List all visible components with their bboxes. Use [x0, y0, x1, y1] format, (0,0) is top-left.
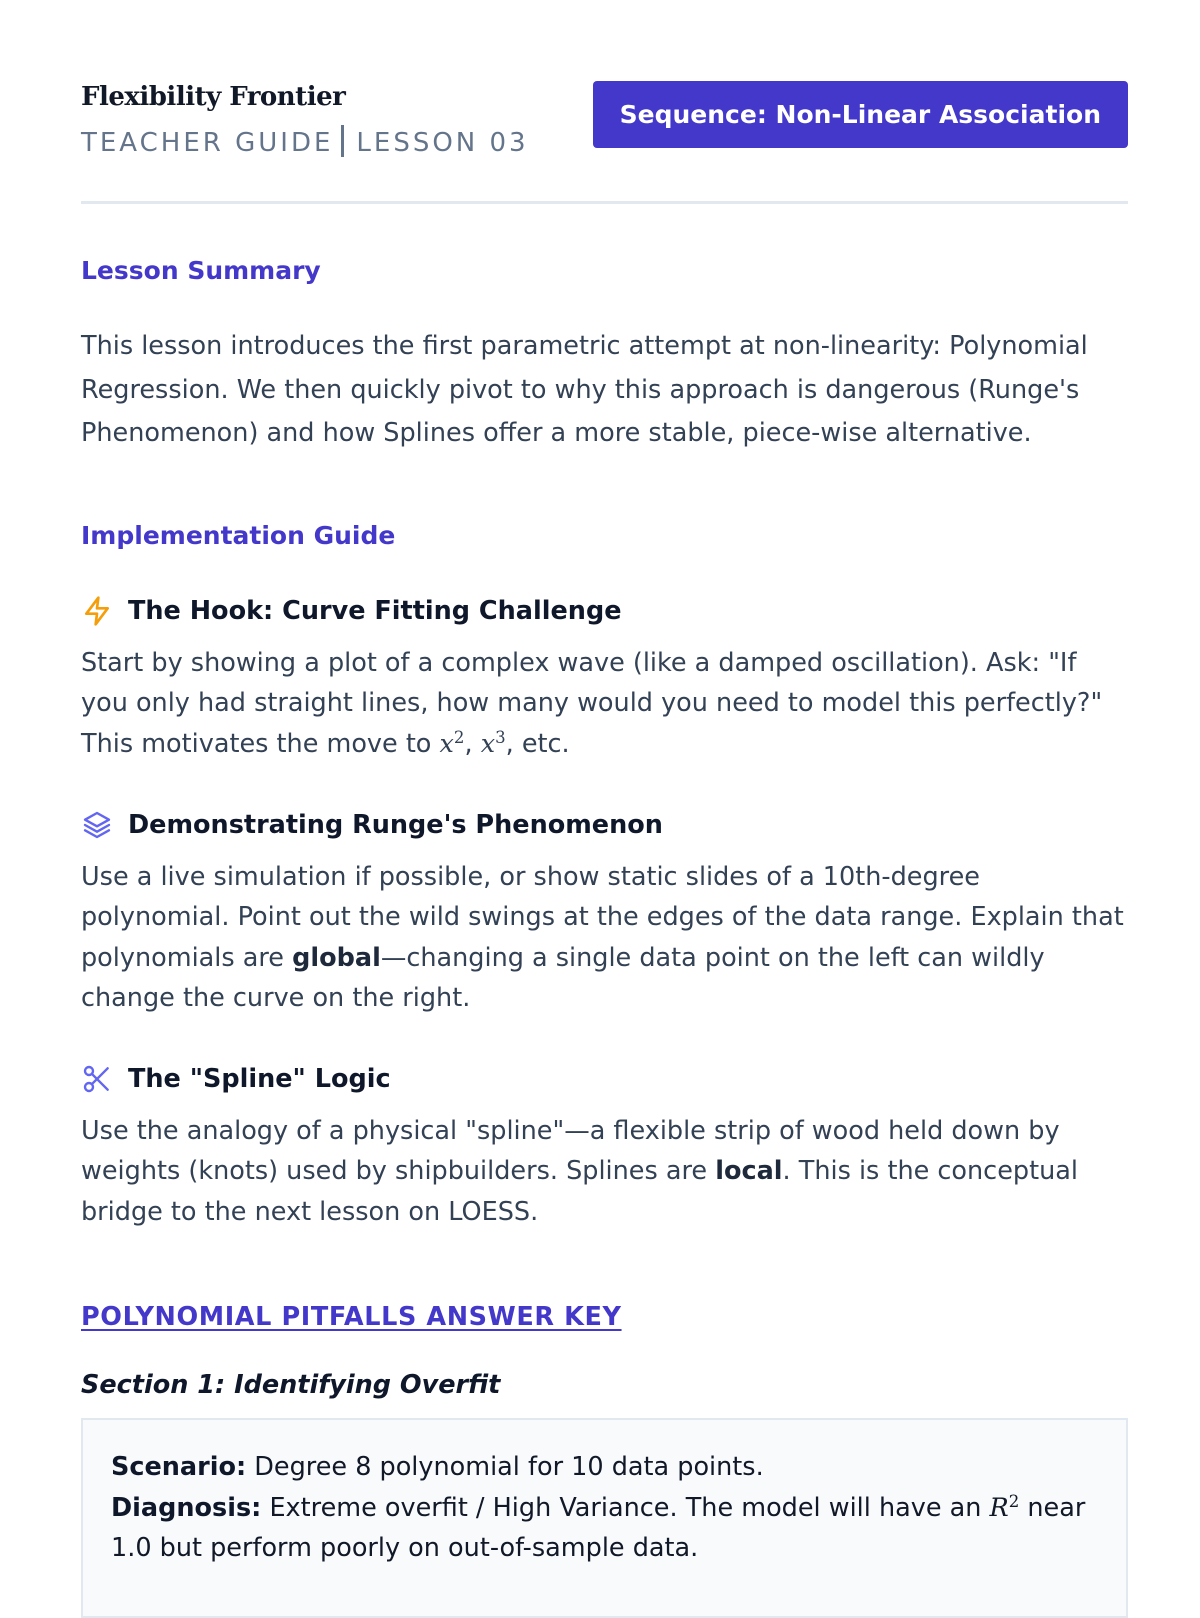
subtitle-lesson-label: LESSON 03	[356, 128, 529, 158]
math-separator: ,	[464, 728, 481, 759]
guide-item-hook-text	[81, 643, 1128, 764]
math-exponent: 3	[495, 727, 506, 747]
layers-icon	[81, 809, 113, 841]
spline-text-after: . This is the conceptual bridge to the next lesson on LOESS.	[81, 1156, 1078, 1227]
spline-bold-term: local	[715, 1156, 783, 1187]
subtitle-divider	[341, 125, 344, 157]
guide-item-spline-text	[81, 1111, 1128, 1232]
math-base: x	[439, 728, 454, 759]
answer-section-title: Section 1: Identifying Overfit	[81, 1370, 501, 1400]
scenario-line	[111, 1447, 1098, 1488]
diagnosis-text-before: Extreme overfit / High Variance. The model will have an	[261, 1492, 990, 1523]
math-exponent: 2	[1008, 1491, 1020, 1511]
hook-text-after: , etc.	[505, 728, 570, 759]
diagnosis-text-after: near 1.0 but perform poorly on out-of-sample data.	[111, 1492, 1086, 1563]
guide-item-hook-heading	[81, 593, 622, 629]
scenario-text: Degree 8 polynomial for 10 data points.	[246, 1452, 764, 1482]
runge-text-after: —changing a single data point on the left can wildly change the curve on the right.	[81, 942, 1045, 1013]
guide-item-runge-heading	[81, 807, 663, 843]
page-header	[81, 0, 1128, 204]
lesson-summary-heading: Lesson Summary	[81, 256, 321, 285]
teacher-guide-page	[81, 0, 1128, 1563]
guide-item-title: Demonstrating Runge's Phenomenon	[128, 810, 663, 840]
scenario-label: Scenario:	[111, 1452, 247, 1482]
diagnosis-label: Diagnosis:	[111, 1492, 262, 1523]
diagnosis-line	[111, 1488, 1098, 1569]
runge-text-before: Use a live simulation if possible, or show static slides of a 10th-degree polynomial. Point out the wild swings at the edges of the data range. Explain that polynomials are	[81, 862, 1124, 973]
guide-item-title: The "Spline" Logic	[128, 1064, 391, 1094]
math-exponent: 2	[453, 727, 465, 747]
sequence-badge: Sequence: Non-Linear Association	[593, 81, 1128, 148]
implementation-guide-heading: Implementation Guide	[81, 521, 396, 550]
math-r-squared	[990, 1493, 1020, 1523]
guide-item-spline-heading	[81, 1061, 391, 1097]
subtitle-guide-label: TEACHER GUIDE	[81, 128, 334, 158]
brand-title: Flexibility Frontier	[81, 82, 346, 112]
hook-text-before: Start by showing a plot of a complex wave (like a damped oscillation). Ask: "If you only had straight lines, how many would you need to model this perfectly?" This motivates the move to	[81, 648, 1103, 759]
spline-text-before: Use the analogy of a physical "spline"—a flexible strip of wood held down by weights (knots) used by shipbuilders. Splines are	[81, 1116, 1060, 1187]
runge-bold-term: global	[292, 942, 381, 973]
math-x-cubed	[481, 729, 506, 759]
math-base: R	[989, 1492, 1009, 1523]
answer-key-link[interactable]: POLYNOMIAL PITFALLS ANSWER KEY	[81, 1302, 622, 1332]
guide-item-runge-text	[81, 857, 1128, 1018]
lightning-icon	[81, 595, 113, 627]
brand-subtitle	[81, 125, 529, 158]
answer-box	[81, 1418, 1128, 1618]
lesson-summary-text: This lesson introduces the first parametric attempt at non-linearity: Polynomial Regression. We then quickly pivot to why this approach is dangerous (Runge's Phenomenon) and how Splines offer a more stable, piece-wise alternative.	[81, 331, 1088, 448]
scissors-icon	[81, 1063, 113, 1095]
math-base: x	[480, 728, 496, 759]
math-x-squared	[440, 729, 465, 759]
guide-item-title: The Hook: Curve Fitting Challenge	[128, 596, 622, 626]
